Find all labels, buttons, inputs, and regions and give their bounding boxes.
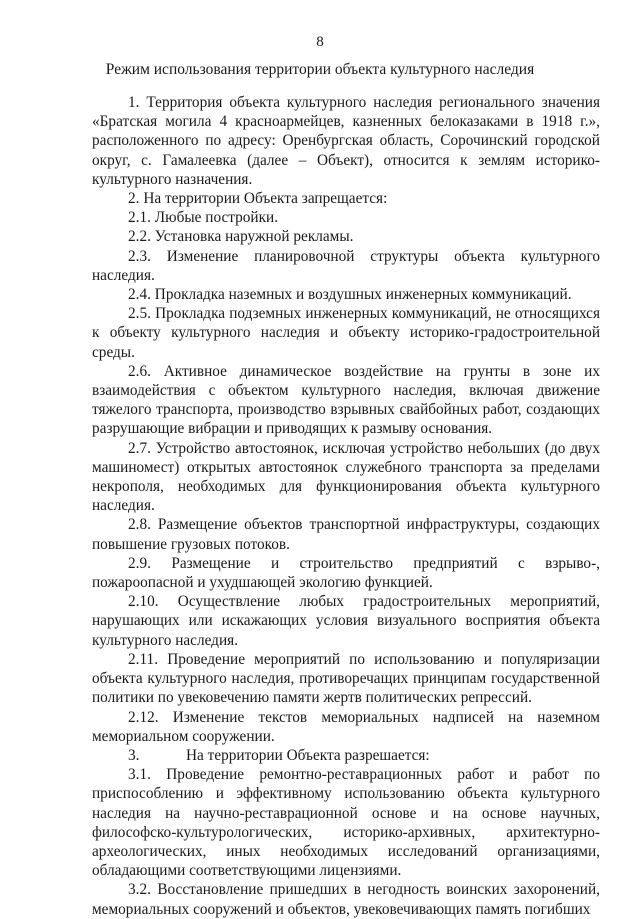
paragraph-2-9 bbox=[92, 554, 600, 592]
paragraph-text: Проведение ремонтно-реставрационных работ и работ по приспособлению и эффективному использованию объекта культурного наследия на научно-реставрационной основе и на основе научных, философско-культурологических, историко-архивных, архитектурно-археологических, иных необходимых исследований организациями, обладающими соответствующими лицензиями. bbox=[92, 766, 601, 880]
paragraph-3 bbox=[92, 746, 600, 765]
paragraph-text: Изменение текстов мемориальных надписей на наземном мемориальном сооружении. bbox=[92, 708, 600, 745]
document-title: Режим использования территории объекта культурного наследия bbox=[105, 61, 535, 78]
paragraph-text: Изменение планировочной структуры объекта культурного наследия. bbox=[92, 247, 600, 284]
paragraph-text: Размещение и строительство предприятий с взрыво-, пожароопасной и ухудшающей экологию функцией. bbox=[92, 554, 601, 592]
paragraph-number: 2.9. bbox=[128, 554, 151, 572]
paragraph-number: 3. bbox=[128, 746, 140, 764]
paragraph-2-3 bbox=[92, 247, 600, 285]
paragraph-text: Устройство автостоянок, исключая устройство небольших (до двух машиномест) открытых автостоянок служебного транспорта за пределами некрополя, необходимых для функционирования объекта культурного наследия. bbox=[92, 439, 601, 515]
paragraph-number: 1. bbox=[128, 94, 140, 111]
paragraph-2 bbox=[92, 189, 600, 208]
paragraph-number: 2.10. bbox=[128, 593, 159, 611]
paragraph-number: 2.12. bbox=[128, 708, 159, 726]
paragraph-2-10 bbox=[92, 592, 600, 650]
paragraph-2-7 bbox=[92, 439, 600, 516]
paragraph-text: Восстановление пришедших в негодность воинских захоронений, мемориальных сооружений и объектов, увековечивающих память погибших bbox=[92, 881, 600, 918]
paragraph-text: Прокладка наземных и воздушных инженерных коммуникаций. bbox=[154, 286, 572, 304]
paragraph-text: Территория объекта культурного наследия регионального значения «Братская могила 4 красноармейцев, казненных белоказаками в 1918 г.», расположенного по адресу: Оренбургская область, Сорочинский городской округ, с. Гамалеевка (далее – Объект), относится к землям историко-культурного назначения. bbox=[92, 94, 600, 188]
paragraph-number: 2.6. bbox=[128, 362, 151, 380]
paragraph-3-1 bbox=[92, 765, 600, 880]
paragraph-number: 2. bbox=[128, 190, 140, 208]
paragraph-number: 2.5. bbox=[128, 305, 151, 323]
paragraph-text: Размещение объектов транспортной инфраструктуры, создающих повышение грузовых потоков. bbox=[92, 516, 601, 553]
paragraph-text: Проведение мероприятий по использованию и популяризации объекта культурного наследия, противоречащих принципам государственной политики по увековечению памяти жертв политических репрессий. bbox=[92, 650, 600, 707]
paragraph-3-2 bbox=[92, 880, 600, 918]
paragraph-number: 2.4. bbox=[128, 286, 151, 304]
paragraph-text: Любые постройки. bbox=[154, 209, 279, 227]
paragraph-text: Установка наружной рекламы. bbox=[154, 228, 354, 246]
paragraph-2-1 bbox=[92, 208, 600, 227]
paragraph-2-8 bbox=[92, 515, 600, 553]
paragraph-2-12 bbox=[92, 708, 600, 746]
paragraph-1 bbox=[92, 93, 600, 189]
paragraph-text: На территории Объекта разрешается: bbox=[186, 746, 430, 764]
paragraph-text: Осуществление любых градостроительных мероприятий, нарушающих или искажающих условия визуального восприятия объекта культурного наследия. bbox=[92, 593, 600, 649]
paragraph-2-11 bbox=[92, 650, 600, 708]
document-body bbox=[92, 93, 600, 919]
paragraph-2-6 bbox=[92, 362, 600, 439]
paragraph-text: Прокладка подземных инженерных коммуникаций, не относящихся к объекту культурного наследия и объекту историко-градостроительной среды. bbox=[92, 305, 600, 361]
paragraph-2-2 bbox=[92, 227, 600, 246]
paragraph-number: 2.11. bbox=[128, 650, 159, 668]
paragraph-text: На территории Объекта запрещается: bbox=[143, 190, 388, 208]
paragraph-number: 2.3. bbox=[128, 247, 151, 265]
paragraph-number: 2.1. bbox=[128, 209, 151, 227]
paragraph-number: 3.2. bbox=[128, 881, 151, 899]
paragraph-number: 2.2. bbox=[128, 228, 151, 246]
paragraph-text: Активное динамическое воздействие на грунты в зоне их взаимодействия с объектом культурного наследия, включая движение тяжелого транспорта, производство взрывных свайбойных работ, создающих разрушающие вибрации и приводящих к размыву основания. bbox=[92, 362, 601, 438]
paragraph-2-4 bbox=[92, 285, 600, 304]
paragraph-number: 2.8. bbox=[128, 516, 151, 534]
paragraph-2-5 bbox=[92, 304, 600, 362]
paragraph-number: 2.7. bbox=[128, 439, 151, 457]
paragraph-number: 3.1. bbox=[128, 766, 151, 784]
page-number: 8 bbox=[316, 34, 324, 50]
